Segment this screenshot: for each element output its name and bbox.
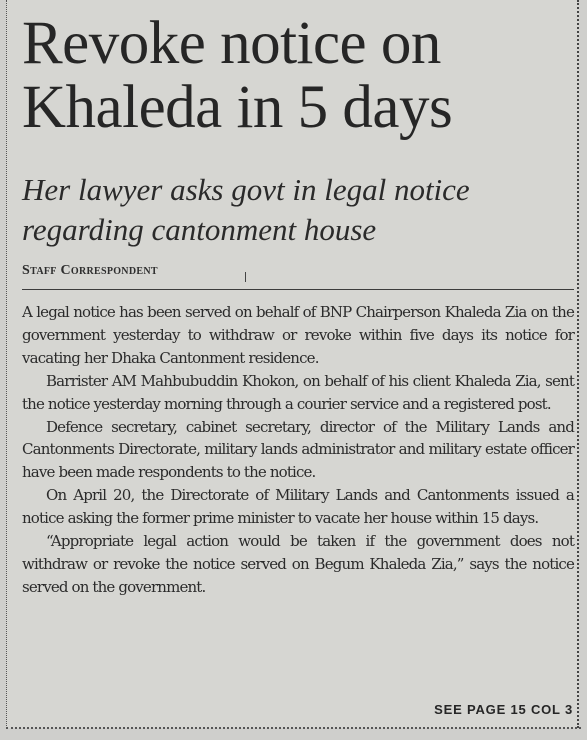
paragraph: A legal notice has been served on behalf of BNP Chairperson Khaleda Zia on the government yesterday to withdraw or revoke within five days its notice for vacating her Dhaka Cantonment residence. (22, 303, 574, 367)
paragraph: “Appropriate legal action would be taken if the government does not withdraw or revoke the notice served on Begum Khaleda Zia,” says the notice served on the government. (22, 532, 574, 596)
paragraph: Defence secretary, cabinet secretary, director of the Military Lands and Cantonments Directorate, military lands administrator and military estate officer have been made respondents to the notice. (22, 417, 574, 482)
subheadline: Her lawyer asks govt in legal notice regarding cantonment house (22, 172, 470, 247)
paragraph: Barrister AM Mahbubuddin Khokon, on behalf of his client Khaleda Zia, sent the notice yesterday morning through a courier service and a registered post. (22, 371, 574, 413)
clipping-bottom-border (6, 727, 581, 729)
paragraph: On April 20, the Directorate of Military Lands and Cantonments issued a notice asking the former prime minister to vacate her house within 15 days. (22, 486, 574, 528)
headline: Revoke notice on Khaleda in 5 days (22, 10, 453, 141)
byline-rule (22, 289, 574, 290)
article-body (22, 301, 574, 599)
continued-on-page: SEE PAGE 15 COL 3 (434, 702, 573, 717)
byline: Staff Correspondent (22, 263, 158, 278)
byline-mark (241, 272, 246, 282)
